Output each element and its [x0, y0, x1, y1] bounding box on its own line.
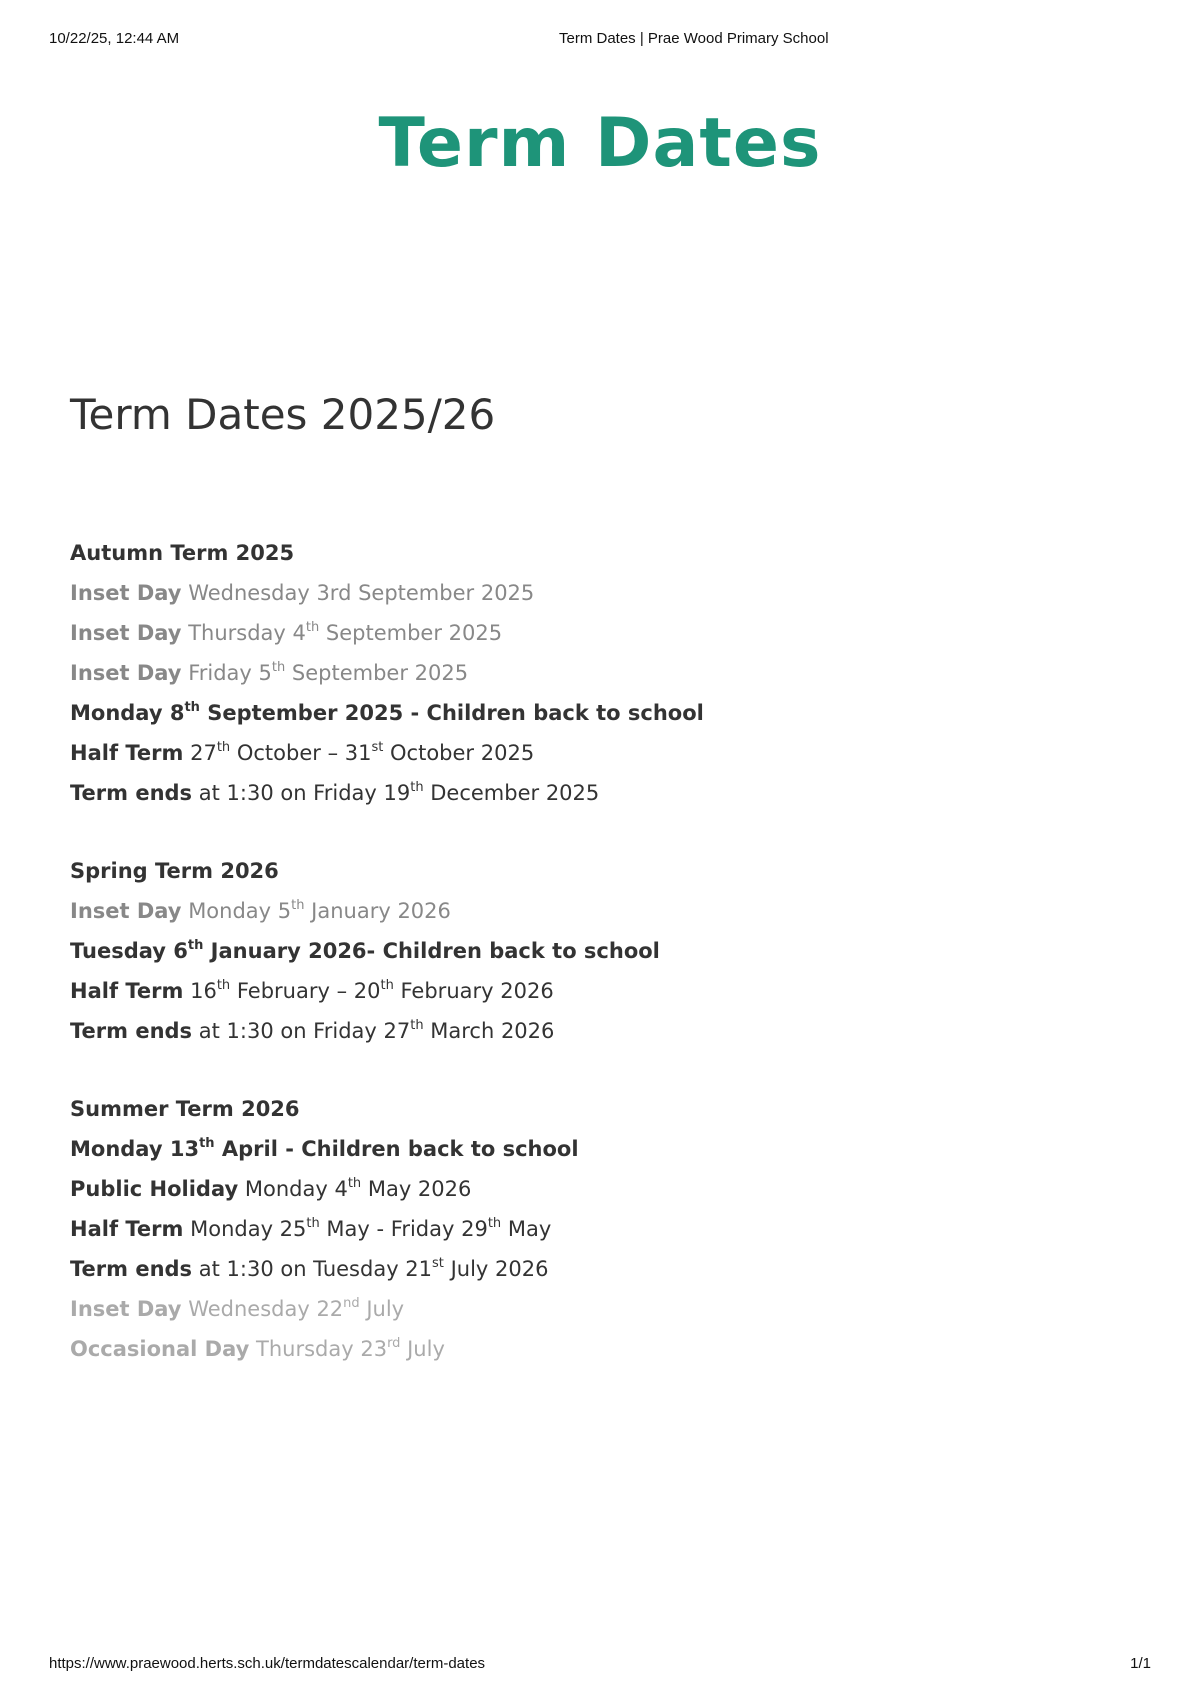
- ordinal-suffix: th: [291, 898, 305, 913]
- term-block: [70, 851, 970, 1051]
- ordinal-suffix: th: [410, 780, 424, 795]
- date-text: Thursday 4: [181, 621, 306, 645]
- ordinal-suffix: th: [306, 1216, 320, 1231]
- date-label: Inset Day: [70, 581, 182, 605]
- date-text: July 2026: [443, 1257, 549, 1281]
- date-text: April - Children back to school: [214, 1137, 579, 1161]
- term-date-line: [70, 773, 970, 813]
- term-date-line: [70, 1289, 970, 1329]
- date-label: Term ends: [70, 1257, 193, 1281]
- date-text: Monday 13: [70, 1137, 200, 1161]
- term-block: [70, 1089, 970, 1369]
- ordinal-suffix: th: [216, 978, 231, 993]
- ordinal-suffix: rd: [387, 1336, 401, 1351]
- date-text: Wednesday 22: [181, 1297, 344, 1321]
- ordinal-suffix: th: [184, 700, 200, 715]
- term-date-line: [70, 931, 970, 971]
- date-label: Half Term: [70, 979, 184, 1003]
- ordinal-suffix: th: [216, 740, 231, 755]
- date-text: July: [400, 1337, 445, 1361]
- date-text: December 2025: [423, 781, 600, 805]
- date-text: January 2026: [304, 899, 451, 923]
- term-date-line: [70, 1011, 970, 1051]
- date-label: Occasional Day: [70, 1337, 250, 1361]
- print-header: [49, 30, 1151, 50]
- term-date-line: [70, 971, 970, 1011]
- date-text: September 2025: [285, 661, 469, 685]
- date-label: Inset Day: [70, 899, 182, 923]
- date-label: Term ends: [70, 1019, 193, 1043]
- year-heading: Term Dates 2025/26: [70, 390, 496, 439]
- term-date-line: [70, 1329, 970, 1369]
- date-label: Inset Day: [70, 661, 182, 685]
- term-date-line: [70, 1249, 970, 1289]
- date-text: Monday 4: [238, 1177, 348, 1201]
- date-text: Thursday 23: [249, 1337, 388, 1361]
- date-text: September 2025 - Children back to school: [199, 701, 704, 725]
- ordinal-suffix: st: [371, 740, 384, 755]
- ordinal-suffix: th: [271, 660, 286, 675]
- print-footer: [49, 1655, 1151, 1675]
- term-date-line: [70, 653, 970, 693]
- term-title: Summer Term 2026: [70, 1097, 300, 1121]
- date-label: Term ends: [70, 781, 193, 805]
- ordinal-suffix: th: [199, 1136, 215, 1151]
- date-text: at 1:30 on Tuesday 21: [192, 1257, 433, 1281]
- date-text: Monday 5: [181, 899, 292, 923]
- page-title: Term Dates: [378, 104, 822, 183]
- date-text: at 1:30 on Friday 19: [192, 781, 411, 805]
- term-date-line: [70, 573, 970, 613]
- date-text: July: [359, 1297, 405, 1321]
- term-date-line: [70, 1169, 970, 1209]
- term-date-line: [70, 693, 970, 733]
- date-label: Inset Day: [70, 621, 182, 645]
- date-label: Half Term: [70, 741, 184, 765]
- term-title: Spring Term 2026: [70, 859, 279, 883]
- date-text: Wednesday 3rd September 2025: [181, 581, 535, 605]
- term-date-line: [70, 891, 970, 931]
- date-text: Monday 25: [183, 1217, 307, 1241]
- date-text: May: [501, 1217, 552, 1241]
- date-text: October 2025: [383, 741, 535, 765]
- print-page-title: Term Dates | Prae Wood Primary School: [559, 30, 829, 47]
- ordinal-suffix: th: [187, 938, 204, 953]
- date-text: January 2026- Children back to school: [203, 939, 660, 963]
- date-text: Tuesday 6: [70, 939, 188, 963]
- ordinal-suffix: th: [347, 1176, 362, 1191]
- date-text: September 2025: [319, 621, 503, 645]
- date-text: February 2026: [393, 979, 554, 1003]
- ordinal-suffix: th: [305, 620, 320, 635]
- date-text: Friday 5: [181, 661, 272, 685]
- print-timestamp: 10/22/25, 12:44 AM: [49, 30, 180, 47]
- print-page-number: 1/1: [1130, 1655, 1151, 1672]
- ordinal-suffix: th: [380, 978, 394, 993]
- date-text: October – 31: [230, 741, 372, 765]
- term-date-line: [70, 733, 970, 773]
- term-block: [70, 533, 970, 813]
- term-date-line: [70, 1209, 970, 1249]
- ordinal-suffix: nd: [343, 1296, 360, 1311]
- date-text: Monday 8: [70, 701, 185, 725]
- term-date-line: [70, 613, 970, 653]
- ordinal-suffix: st: [432, 1256, 444, 1271]
- date-text: February – 20: [230, 979, 381, 1003]
- term-title: Autumn Term 2025: [70, 541, 295, 565]
- date-text: May - Friday 29: [319, 1217, 488, 1241]
- date-label: Public Holiday: [70, 1177, 239, 1201]
- date-text: at 1:30 on Friday 27: [192, 1019, 411, 1043]
- date-text: March 2026: [423, 1019, 555, 1043]
- date-label: Inset Day: [70, 1297, 182, 1321]
- date-text: 27: [183, 741, 217, 765]
- term-date-line: [70, 1129, 970, 1169]
- ordinal-suffix: th: [410, 1018, 424, 1033]
- date-text: May 2026: [361, 1177, 472, 1201]
- print-url: https://www.praewood.herts.sch.uk/termdatescalendar/term-dates: [49, 1655, 486, 1672]
- ordinal-suffix: th: [487, 1216, 502, 1231]
- date-text: 16: [183, 979, 217, 1003]
- date-label: Half Term: [70, 1217, 184, 1241]
- term-dates-list: [70, 533, 970, 1407]
